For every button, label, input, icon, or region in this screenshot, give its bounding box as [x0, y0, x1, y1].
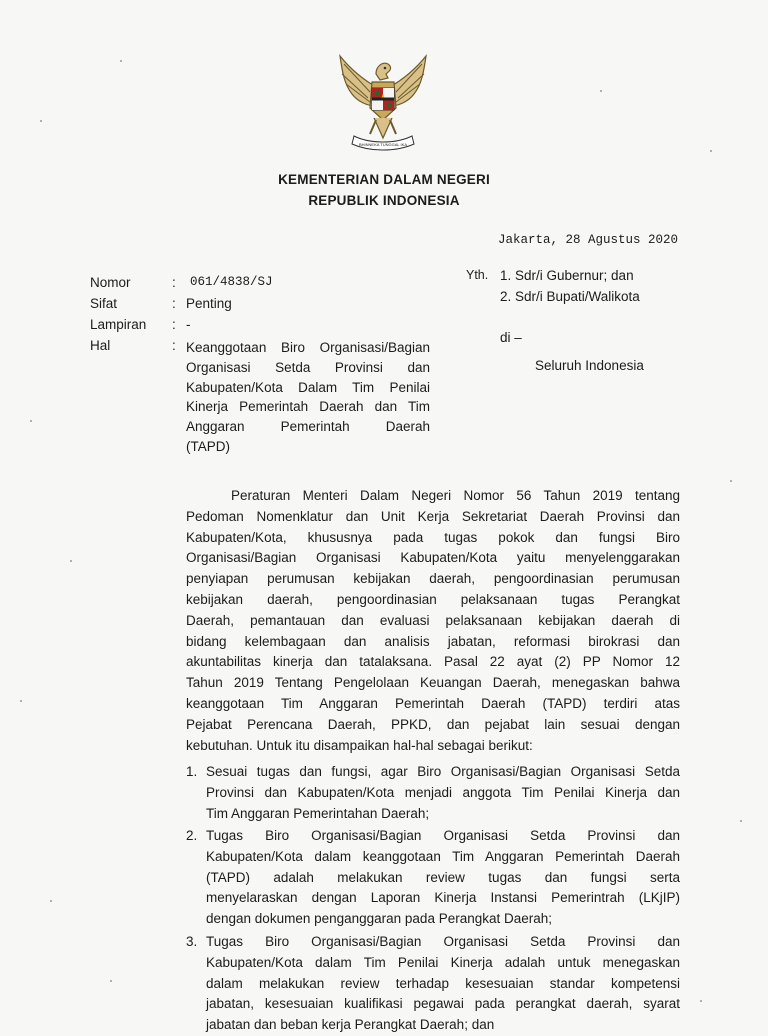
list-line: jabatan, kesesuaian kualifikasi pegawai pada perangkat daerah, syarat — [206, 996, 680, 1012]
scan-speck — [700, 1000, 702, 1002]
list-line: Provinsi dan Kabupaten/Kota menjadi anggota Tim Penilai Kinerja dan — [206, 784, 680, 800]
ministry-name: KEMENTERIAN DALAM NEGERI — [278, 172, 490, 187]
list-line: Kabupaten/Kota dalam Tim Penilai Kinerja adalah untuk menegaskan — [206, 954, 680, 970]
scan-speck — [70, 560, 72, 562]
lampiran-value: - — [186, 317, 191, 332]
subject-line: Anggaran Pemerintah Daerah — [186, 419, 430, 435]
scan-speck — [600, 90, 602, 92]
paragraph-line: Tahun 2019 Tentang Pengelolaan Keuangan Daerah, menegaskan bahwa — [186, 675, 680, 691]
list-line: Sesuai tugas dan fungsi, agar Biro Organisasi/Bagian Organisasi Setda — [206, 764, 680, 779]
subject-line: Keanggotaan Biro Organisasi/Bagian — [186, 340, 430, 355]
sifat-value: Penting — [186, 296, 232, 311]
subject-line: Kinerja Pemerintah Daerah dan Tim — [186, 399, 430, 415]
nomor-value: 061/4838/SJ — [190, 275, 273, 289]
list-line: Tugas Biro Organisasi/Bagian Organisasi Setda Provinsi dan — [206, 934, 680, 949]
sifat-colon: : — [172, 296, 176, 311]
paragraph-line: kebijakan daerah, pengoordinasian pelaksanaan tugas Perangkat — [186, 591, 680, 607]
yth-label: Yth. — [466, 268, 489, 282]
recipient-di: di – — [500, 330, 522, 345]
list-line: dengan dokumen penganggaran pada Perangkat Daerah; — [206, 911, 553, 927]
paragraph-line: Kabupaten/Kota, khususnya pada tugas pokok dan fungsi Biro — [186, 529, 680, 545]
paragraph-line: akuntabilitas kinerja dan tatalaksana. Pasal 22 ayat (2) PP Nomor 12 — [186, 654, 680, 670]
paragraph-line: bidang kelembagaan dan analisis jabatan, reformasi birokrasi dan — [186, 633, 680, 649]
hal-label: Hal — [90, 338, 111, 353]
recipient-line-2: 2. Sdr/i Bupati/Walikota — [500, 289, 640, 304]
scan-speck — [40, 120, 42, 122]
scan-speck — [30, 420, 32, 422]
nomor-label: Nomor — [90, 275, 131, 290]
country-name: REPUBLIK INDONESIA — [308, 193, 460, 208]
paragraph-line: Pejabat Perencana Daerah, PPKD, dan pejabat lain sesuai dengan — [186, 716, 680, 732]
garuda-emblem-icon — [330, 48, 436, 160]
scan-speck — [50, 900, 52, 902]
list-line: dalam melakukan review terhadap kesesuaian standar kompetensi — [206, 975, 680, 991]
paragraph-line: keanggotaan Tim Anggaran Pemerintah Daerah (TAPD) terdiri atas — [186, 695, 680, 711]
lampiran-colon: : — [172, 317, 176, 332]
scan-speck — [20, 700, 22, 702]
subject-text — [186, 338, 430, 457]
nomor-colon: : — [172, 275, 176, 290]
hal-colon: : — [172, 338, 176, 353]
paragraph-line: Organisasi/Bagian Organisasi Kabupaten/Kota yaitu menyelenggarakan — [186, 550, 680, 566]
svg-text:BHINNEKA TUNGGAL IKA: BHINNEKA TUNGGAL IKA — [358, 142, 408, 147]
paragraph-line: kebutuhan. Untuk itu disampaikan hal-hal sebagai berikut: — [186, 737, 533, 753]
list-line: Kabupaten/Kota dalam keanggotaan Tim Anggaran Pemerintah Daerah — [206, 848, 680, 864]
subject-line: Organisasi Setda Provinsi dan — [186, 359, 430, 375]
list-number: 1. — [186, 764, 198, 779]
list-line: Tim Anggaran Pemerintahan Daerah; — [206, 805, 430, 821]
scan-speck — [110, 980, 112, 982]
subject-line: (TAPD) — [186, 438, 230, 454]
list-line: menyelaraskan dengan Laporan Kinerja Instansi Pemerintrah (LKjIP) — [206, 890, 680, 906]
subject-line: Kabupaten/Kota Dalam Tim Penilai — [186, 379, 430, 395]
recipient-place: Seluruh Indonesia — [535, 358, 644, 373]
list-number: 3. — [186, 934, 198, 949]
paragraph-line: Peraturan Menteri Dalam Negeri Nomor 56 Tahun 2019 tentang — [231, 488, 680, 503]
intro-paragraph — [186, 486, 680, 756]
letter-date: Jakarta, 28 Agustus 2020 — [498, 233, 679, 247]
paragraph-line: Pedoman Nomenklatur dan Unit Kerja Sekretariat Daerah Provinsi dan — [186, 508, 680, 524]
scan-speck — [710, 150, 712, 152]
list-number: 2. — [186, 828, 198, 843]
sifat-label: Sifat — [90, 296, 118, 311]
scan-speck — [740, 820, 742, 822]
list-line: (TAPD) adalah melakukan review tugas dan fungsi serta — [206, 869, 680, 885]
recipient-line-1: 1. Sdr/i Gubernur; dan — [500, 268, 634, 283]
list-line: jabatan dan beban kerja Perangkat Daerah; dan — [206, 1017, 495, 1033]
scan-speck — [120, 60, 122, 62]
lampiran-label: Lampiran — [90, 317, 147, 332]
scan-speck — [730, 480, 732, 482]
paragraph-line: Daerah, pemantauan dan evaluasi pelaksanaan kebijakan daerah di — [186, 612, 680, 628]
paragraph-line: penyiapan perumusan kebijakan daerah, pengoordinasian perumusan — [186, 571, 680, 587]
list-line: Tugas Biro Organisasi/Bagian Organisasi Setda Provinsi dan — [206, 828, 680, 843]
